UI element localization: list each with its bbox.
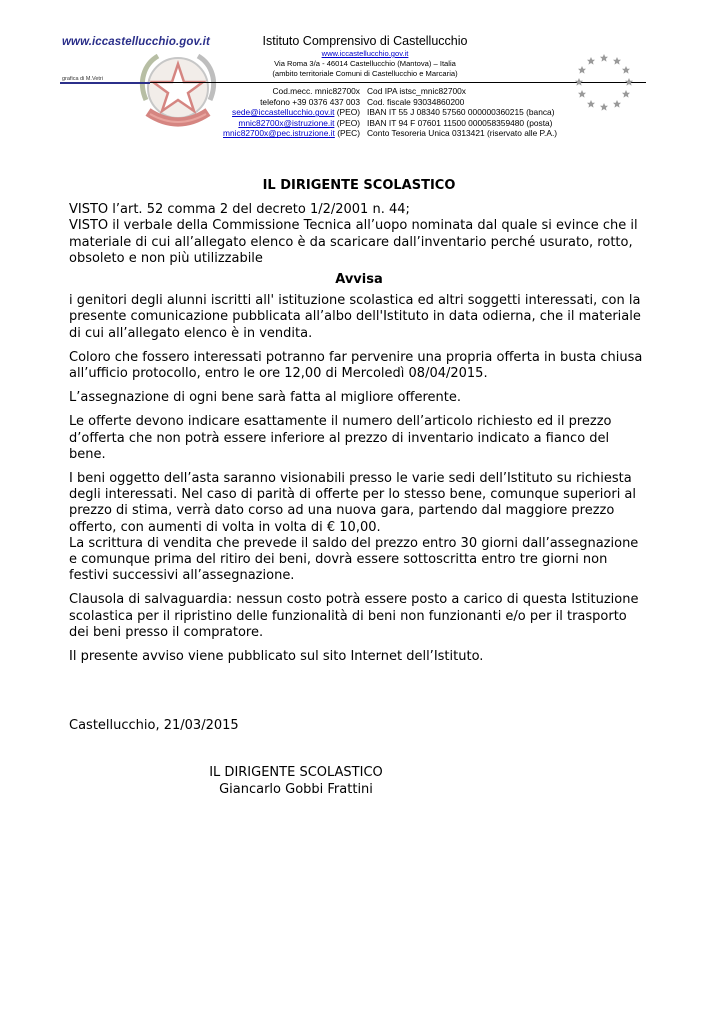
place-date: Castellucchio, 21/03/2015 <box>69 718 239 734</box>
telefono: telefono +39 0376 437 003 <box>260 96 360 107</box>
letterhead <box>0 0 724 150</box>
email-peo-suffix: (PEO) <box>334 107 360 118</box>
avvisa-heading: Avvisa <box>335 272 383 288</box>
visto-2: VISTO il verbale della Commissione Tecnica all’uopo nominata dal quale si evince che il materiale di cui all’allegato elenco è da scaricare dall’inventario perché usurato, rotto, obsoleto e non più utilizzabile <box>69 218 638 266</box>
website-link[interactable]: www.iccastellucchio.gov.it <box>321 49 409 58</box>
email-pec-link[interactable]: mnic82700x@pec.istruzione.it <box>223 128 335 139</box>
paragraph-3: L’assegnazione di ogni bene sarà fatta al migliore offerente. <box>69 390 461 406</box>
institute-block <box>230 34 500 79</box>
tesoreria: Conto Tesoreria Unica 0313421 (riservato alle P.A.) <box>367 128 558 139</box>
signature-block <box>69 765 649 797</box>
codes-left <box>223 86 360 139</box>
header-rule-accent <box>60 82 150 84</box>
site-logo: www.iccastellucchio.gov.it <box>62 36 210 48</box>
institute-name: Istituto Comprensivo di Castellucchio <box>262 34 468 48</box>
paragraph-7: Clausola di salvaguardia: nessun costo potrà essere posto a carico di questa Istituzione scolastica per il ripristino delle funzionalità di beni non funzionanti e/o per il trasporto dei beni presso il compratore. <box>69 592 639 640</box>
italian-republic-emblem-icon <box>128 42 228 142</box>
email-istruzione-link[interactable]: mnic82700x@istruzione.it <box>238 117 335 128</box>
graphic-credit: grafica di M.Vetri <box>62 76 103 82</box>
signature-name: Giancarlo Gobbi Frattini <box>219 781 373 797</box>
signature-title: IL DIRIGENTE SCOLASTICO <box>209 765 383 781</box>
cod-ipa: Cod IPA istsc_mnic82700x <box>367 86 466 96</box>
eu-stars-icon <box>572 52 636 112</box>
iban-banca: IBAN IT 55 J 08340 57560 000000360215 (banca) <box>367 107 555 118</box>
paragraph-2: Coloro che fossero interessati potranno far pervenire una propria offerta in busta chiusa all’ufficio protocollo, entro le ore 12,00 di Mercoledì 08/04/2015. <box>69 349 643 382</box>
cod-fiscale: Cod. fiscale 93034860200 <box>367 96 465 107</box>
paragraph-5: I beni oggetto dell’asta saranno visionabili presso le varie sedi dell’Istituto su richiesta degli interessati. Nel caso di parità di offerte per lo stesso bene, comunque superiori al prezzo di stima, verrà dato corso ad una nuova gara, partendo dal maggiore prezzo offerto, con aumenti di volta in volta di € 10,00. <box>69 471 637 535</box>
paragraph-4: Le offerte devono indicare esattamente il numero dell’articolo richiesto ed il prezzo d’offerta che non potrà essere inferiore al prezzo di inventario indicato a fianco del bene. <box>69 414 612 462</box>
email-peo-link[interactable]: sede@iccastellucchio.gov.it <box>232 107 335 118</box>
institute-address: Via Roma 3/a - 46014 Castellucchio (Mantova) – Italia <box>274 59 456 68</box>
institute-area: (ambito territoriale Comuni di Castellucchio e Marcaria) <box>272 69 458 78</box>
paragraph-1: i genitori degli alunni iscritti all' istituzione scolastica ed altri soggetti interessati, con la presente comunicazione pubblicata all’albo dell'Istituto in data odierna, che il materiale di cui all’allegato elenco è in vendita. <box>69 293 641 341</box>
paragraph-6: La scrittura di vendita che prevede il saldo del prezzo entro 30 giorni dall’assegnazione e comunque prima del ritiro dei beni, dovrà essere sottoscritta entro tre giorni non festivi successivi all’assegnazione. <box>69 535 639 584</box>
iban-posta: IBAN IT 94 F 07601 11500 000058359480 (posta) <box>367 117 553 128</box>
cod-mecc: Cod.mecc. mnic82700x <box>272 86 360 96</box>
document-body <box>69 178 649 798</box>
codes-right <box>367 86 557 139</box>
document-title: IL DIRIGENTE SCOLASTICO <box>262 178 456 193</box>
paragraph-8: Il presente avviso viene pubblicato sul sito Internet dell’Istituto. <box>69 649 484 665</box>
email-pec-suffix: (PEC) <box>334 128 360 139</box>
email-istruzione-suffix: (PEO) <box>334 117 360 128</box>
visto-1: VISTO l’art. 52 comma 2 del decreto 1/2/2001 n. 44; <box>69 202 410 218</box>
